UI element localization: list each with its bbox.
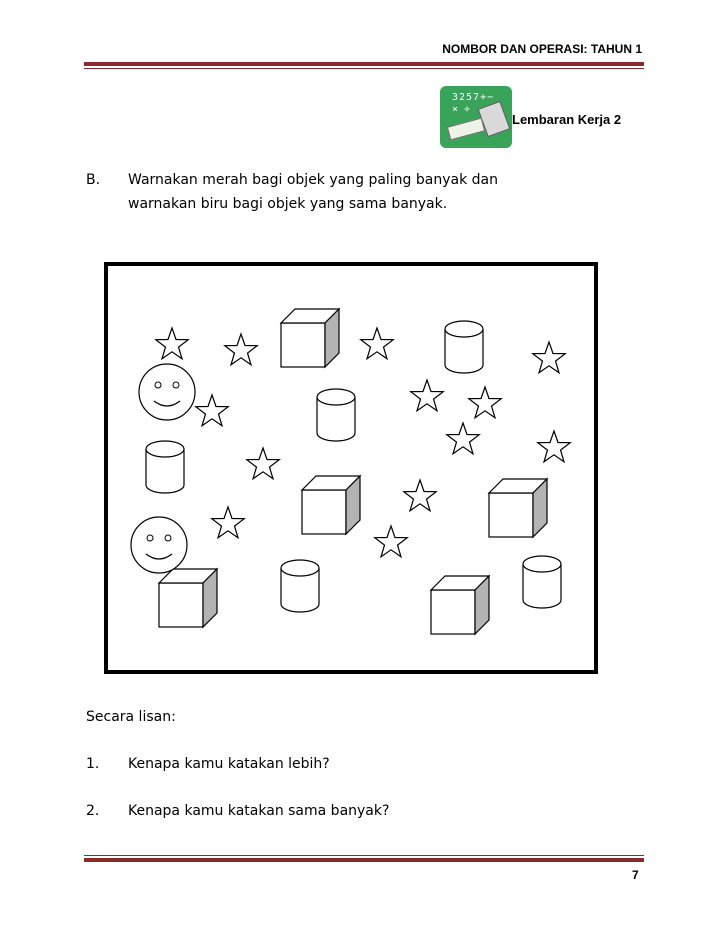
question-number: 2. (86, 803, 100, 819)
ruler-icon (447, 118, 485, 141)
star-shape (375, 526, 407, 557)
cube-shape (489, 479, 547, 537)
objects-picture-frame (104, 262, 598, 674)
smiley-face-icon (131, 517, 187, 573)
star-shape (538, 431, 570, 462)
star-shape (225, 334, 257, 365)
cube-shape (302, 476, 360, 534)
question-number: 1. (86, 756, 100, 772)
oral-heading: Secara lisan: (86, 709, 176, 725)
cylinder-shape (317, 389, 355, 441)
math-logo-icon (440, 86, 512, 148)
question-text: Kenapa kamu katakan sama banyak? (128, 803, 390, 819)
star-shape (533, 342, 565, 373)
star-shape (196, 395, 228, 426)
footer-divider (84, 855, 644, 862)
cube-shape (431, 576, 489, 634)
cube-shape (281, 309, 339, 367)
instruction-line-2: warnakan biru bagi objek yang sama banyak. (128, 196, 448, 212)
logo-numbers: 3257+− (452, 92, 495, 103)
cube-shape (159, 569, 217, 627)
star-shape (156, 328, 188, 359)
page-number: 7 (632, 868, 639, 882)
star-shape (469, 387, 501, 418)
worksheet-label: Lembaran Kerja 2 (512, 112, 622, 127)
star-shape (404, 480, 436, 511)
question-text: Kenapa kamu katakan lebih? (128, 756, 330, 772)
star-shape (411, 380, 443, 411)
star-shape (361, 328, 393, 359)
objects-illustration (108, 266, 594, 670)
header-divider (84, 62, 644, 69)
cylinder-shape (146, 441, 184, 493)
cylinder-shape (445, 321, 483, 373)
logo-operators: × ÷ (452, 104, 471, 115)
star-shape (212, 507, 244, 538)
cylinder-shape (281, 560, 319, 612)
star-shape (247, 448, 279, 479)
star-shape (447, 423, 479, 454)
smiley-face-icon (139, 364, 195, 420)
instruction-line-1: Warnakan merah bagi objek yang paling banyak dan (128, 172, 498, 188)
cylinder-shape (523, 556, 561, 608)
header-title: NOMBOR DAN OPERASI: TAHUN 1 (442, 42, 642, 56)
section-marker: B. (86, 172, 101, 188)
